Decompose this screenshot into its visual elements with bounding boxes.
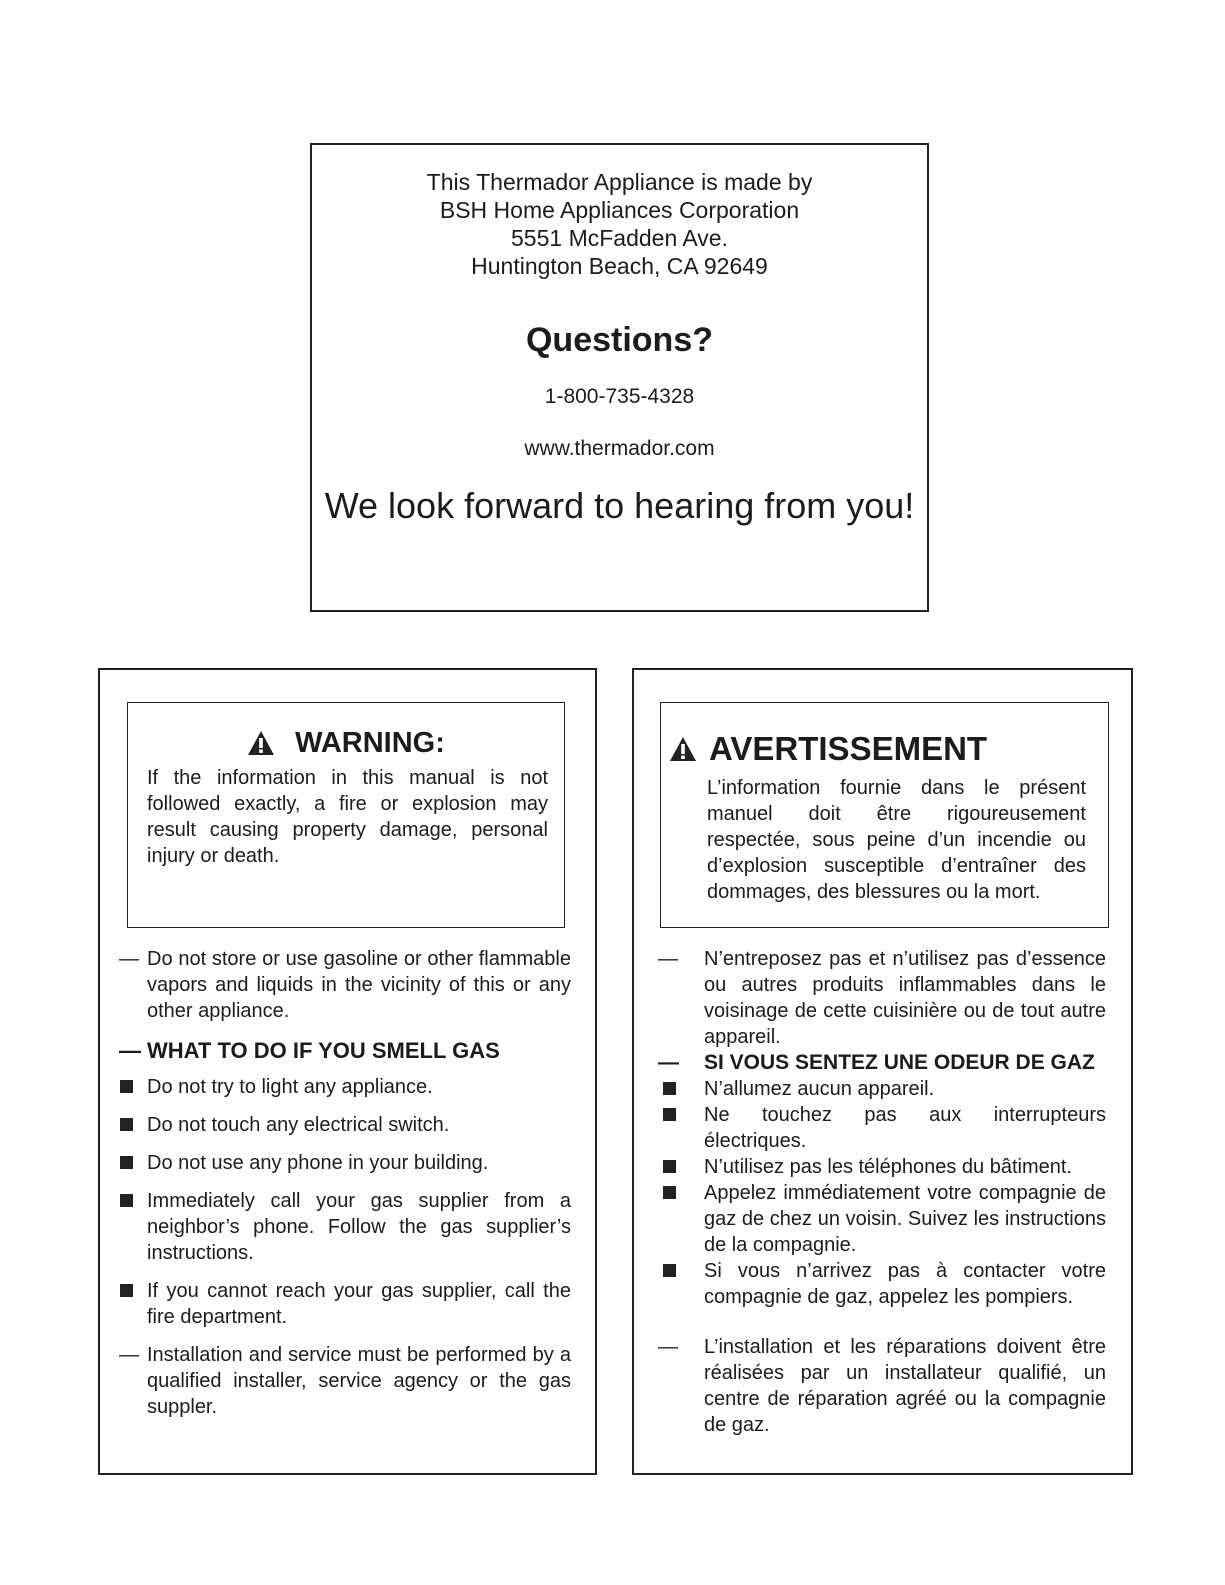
- list-item: [658, 1180, 1106, 1258]
- warning-heading: [128, 725, 564, 761]
- bullet-text: Do not use any phone in your building.: [147, 1152, 489, 1174]
- list-item: [658, 1076, 1106, 1102]
- bullet-text: Ne touchez pas aux interrupteurs électriques.: [704, 1104, 1106, 1152]
- outro-item: [119, 1342, 571, 1420]
- list-item: [119, 1150, 571, 1176]
- list-item: [658, 1154, 1106, 1180]
- bullet-square-icon: [119, 1150, 147, 1176]
- outro-item: [658, 1334, 1106, 1438]
- outro-text: L’installation et les réparations doivent être réalisées par un installateur qualifié, un centre de réparation agréé ou la compagnie de gaz.: [704, 1336, 1106, 1436]
- bullet-square-icon: [658, 1180, 704, 1258]
- list-item: [119, 1278, 571, 1330]
- safety-instructions: [658, 946, 1106, 1438]
- gas-smell-heading: [658, 1050, 1106, 1076]
- warning-box: [127, 702, 565, 928]
- intro-item: [658, 946, 1106, 1050]
- bullet-square-icon: [658, 1258, 704, 1310]
- section-title: WHAT TO DO IF YOU SMELL GAS: [147, 1038, 500, 1063]
- warning-title: AVERTISSEMENT: [709, 730, 988, 767]
- warning-triangle-icon: [247, 730, 275, 756]
- bullet-text: Appelez immédiatement votre compagnie de gaz de chez un voisin. Suivez les instructions de la compagnie.: [704, 1182, 1106, 1256]
- dash-mark: —: [119, 1344, 139, 1366]
- bullet-square-icon: [119, 1112, 147, 1138]
- list-item: [119, 1112, 571, 1138]
- bullet-text: If you cannot reach your gas supplier, call the fire department.: [147, 1280, 571, 1328]
- intro-item: [119, 946, 571, 1024]
- dash-mark: —: [658, 1336, 678, 1358]
- dash-mark: —: [658, 948, 678, 970]
- safety-instructions: [119, 946, 571, 1434]
- bullet-text: Do not try to light any appliance.: [147, 1076, 433, 1098]
- gas-smell-heading: [119, 1038, 571, 1064]
- section-title: SI VOUS SENTEZ UNE ODEUR DE GAZ: [704, 1051, 1095, 1074]
- english-safety-panel: [98, 668, 597, 1475]
- dash-mark: —: [119, 948, 139, 970]
- bullet-square-icon: [658, 1154, 704, 1180]
- dash-mark: —: [119, 1038, 141, 1063]
- warning-triangle-icon: [669, 736, 697, 762]
- warning-text: L’information fournie dans le présent manuel doit être rigoureusement respectée, sous peine d’un incendie ou d’explosion susceptible d’entraîner des dommages, des blessures ou la mort.: [707, 777, 1086, 903]
- bullet-square-icon: [119, 1278, 147, 1330]
- phone-number: 1-800-735-4328: [544, 385, 695, 408]
- warning-heading: [669, 729, 1108, 769]
- bullet-text: Do not touch any electrical switch.: [147, 1114, 450, 1136]
- bullet-square-icon: [119, 1188, 147, 1266]
- bullet-text: Si vous n’arrivez pas à contacter votre compagnie de gaz, appelez les pompiers.: [704, 1260, 1106, 1308]
- address-line: This Thermador Appliance is made by: [426, 169, 813, 195]
- french-safety-panel: [632, 668, 1133, 1475]
- questions-heading: Questions?: [525, 321, 714, 359]
- warning-title: WARNING:: [295, 726, 445, 759]
- list-item: [119, 1188, 571, 1266]
- website-link[interactable]: www.thermador.com: [524, 437, 715, 460]
- list-item: [119, 1074, 571, 1100]
- contact-box: [310, 143, 929, 612]
- manufacturer-address: [312, 168, 927, 280]
- spacer: [658, 1310, 1106, 1334]
- warning-box: [660, 702, 1109, 928]
- bullet-square-icon: [658, 1076, 704, 1102]
- address-line: 5551 McFadden Ave.: [511, 225, 728, 251]
- address-line: BSH Home Appliances Corporation: [439, 197, 800, 223]
- bullet-square-icon: [119, 1074, 147, 1100]
- bullet-square-icon: [658, 1102, 704, 1154]
- tagline: We look forward to hearing from you!: [324, 485, 915, 526]
- list-item: [658, 1258, 1106, 1310]
- intro-text: N’entreposez pas et n’utilisez pas d’essence ou autres produits inflammables dans le voisinage de cette cuisinière ou de tout autre appareil.: [704, 948, 1106, 1048]
- warning-text: If the information in this manual is not followed exactly, a fire or explosion may result causing property damage, personal injury or death.: [147, 767, 548, 867]
- intro-text: Do not store or use gasoline or other flammable vapors and liquids in the vicinity of this or any other appliance.: [147, 948, 571, 1022]
- dash-mark: —: [658, 1051, 679, 1074]
- outro-text: Installation and service must be performed by a qualified installer, service agency or the gas suppler.: [147, 1344, 571, 1418]
- bullet-text: N’utilisez pas les téléphones du bâtiment.: [704, 1156, 1072, 1178]
- bullet-text: N’allumez aucun appareil.: [704, 1078, 935, 1100]
- bullet-text: Immediately call your gas supplier from a neighbor’s phone. Follow the gas supplier’s instructions.: [147, 1190, 571, 1264]
- list-item: [658, 1102, 1106, 1154]
- address-line: Huntington Beach, CA 92649: [471, 253, 768, 279]
